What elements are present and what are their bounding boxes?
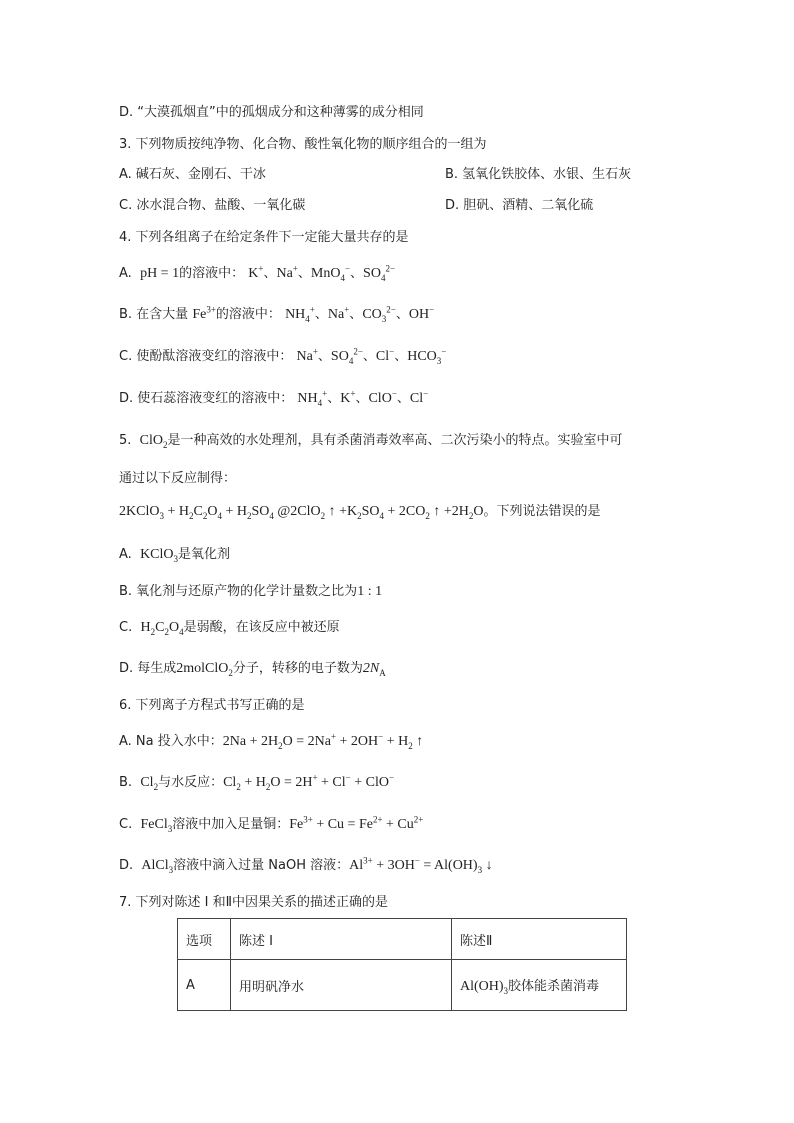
- q4-option-c: C. 使酚酞溶液变红的溶液中： Na+、$SO_4^{2-}$、Cl−、$HCO_3^-$: [119, 346, 447, 366]
- q4-stem: 4. 下列各组离子在给定条件下一定能大量共存的是: [119, 230, 409, 245]
- q2-option-d: D. “大漠孤烟直”中的孤烟成分和这种薄雾的成分相同: [119, 105, 424, 120]
- q3-option-b: B. 氢氧化铁胶体、水银、生石灰: [445, 167, 632, 182]
- header-option: 选项: [178, 919, 231, 960]
- q6-option-b: B. $Cl_2$与水反应：$Cl_2 + H_2O = 2H^+ + Cl^- + ClO^-$: [119, 772, 395, 792]
- table-header-row: [178, 919, 627, 960]
- header-statement-1: 陈述 I: [231, 919, 452, 960]
- q4-option-b: B. 在含大量 $Fe^{3+}$的溶液中： $NH_4^+$、Na+、$CO_3^{2-}$、OH−: [119, 304, 435, 324]
- q5-equation: 2KClO$_3$ + $H_2C_2O_4 + H_2SO_4$ @2ClO$_2$ ↑ $+K_2SO_4 + 2CO_2$ ↑ $+2H_2O$。下列说法错误的是: [119, 504, 601, 521]
- q6-option-a: A. Na 投入水中：$2Na + 2H_2O = 2Na^+ + 2OH^- + H_2$ ↑: [119, 731, 424, 751]
- q6-option-c: C. FeCl$_3$溶液中加入足量铜：$Fe^{3+} + Cu = Fe^{2+} + Cu^{2+}$: [119, 814, 424, 834]
- q5-stem: 5. ClO$_2$是一种高效的水处理剂，具有杀菌消毒效率高、二次污染小的特点。实验室中可: [119, 433, 623, 450]
- q3-option-a: A. 碱石灰、金刚石、干冰: [119, 167, 266, 182]
- q5-option-d: D. 每生成2molClO$_2$分子，转移的电子数为$2N_A$: [119, 661, 386, 678]
- q7-stem: 7. 下列对陈述 I 和Ⅱ中因果关系的描述正确的是: [119, 895, 389, 910]
- q6-option-d: D. AlCl$_3$溶液中滴入过量 NaOH 溶液：$Al^{3+} + 3OH^- = Al(OH)_3$ ↓: [119, 855, 493, 875]
- q4-option-d: D. 使石蕊溶液变红的溶液中： $NH_4^+$、K+、ClO−、Cl−: [119, 388, 429, 408]
- cell-option: A: [178, 960, 231, 1011]
- q5-option-a: A. KClO$_3$是氧化剂: [119, 547, 231, 564]
- table-row: [178, 960, 627, 1011]
- q5-option-b: B. 氧化剂与还原产物的化学计量数之比为1 : 1: [119, 584, 383, 599]
- q5-stem-2: 通过以下反应制得：: [119, 471, 237, 486]
- q3-option-d: D. 胆矾、酒精、二氧化硫: [445, 198, 594, 213]
- q3-stem: 3. 下列物质按纯净物、化合物、酸性氧化物的顺序组合的一组为: [119, 137, 487, 152]
- cell-statement-1: 用明矾净水: [231, 960, 452, 1011]
- q7-table: [177, 918, 627, 1011]
- cell-statement-2: $Al(OH)_3$胶体能杀菌消毒: [452, 960, 627, 1011]
- q5-option-c: C. $H_2C_2O_4$是弱酸，在该反应中被还原: [119, 620, 340, 637]
- q6-stem: 6. 下列离子方程式书写正确的是: [119, 698, 305, 713]
- q3-option-c: C. 冰水混合物、盐酸、一氧化碳: [119, 198, 306, 213]
- q4-option-a: A. pH = 1的溶液中： K+、Na+、MnO$_4$−、$SO_4^{2-}$: [119, 263, 396, 283]
- header-statement-2: 陈述Ⅱ: [452, 919, 627, 960]
